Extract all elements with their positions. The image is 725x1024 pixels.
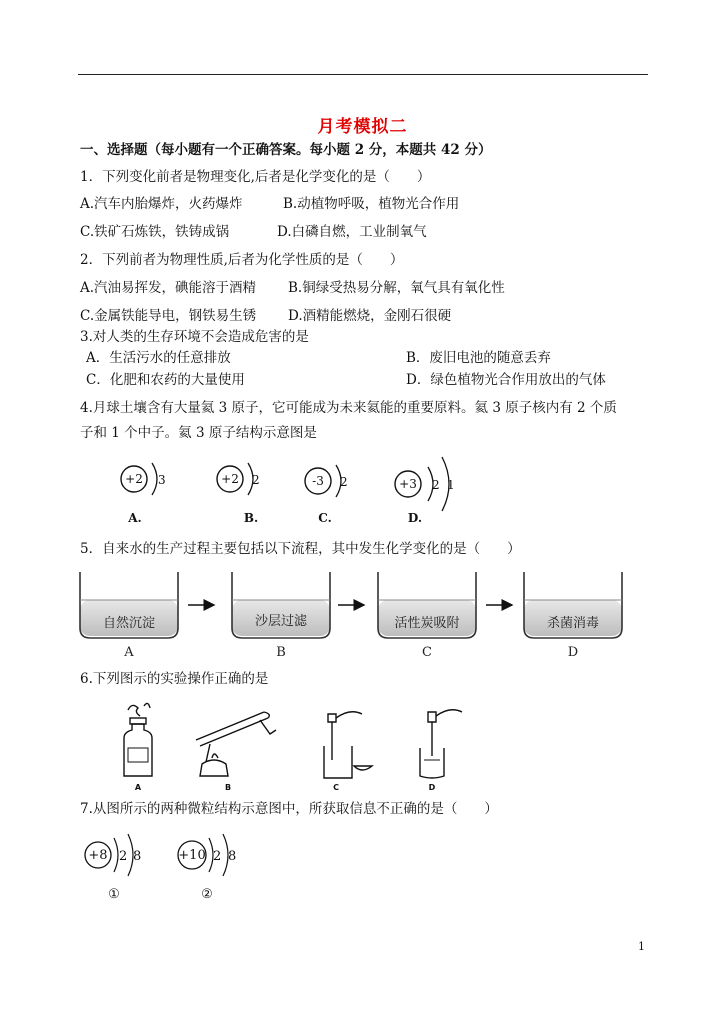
q7-diagram-2-nucleus: +10 [178, 848, 206, 863]
q1-option-d: D.白磷自燃，工业制氧气 [277, 224, 427, 240]
q6-figure-c [324, 712, 372, 778]
q5-step-d [524, 572, 622, 660]
q5-step-a-text: 自然沉淀 [102, 616, 156, 631]
q6-stem: 6.下列图示的实验操作正确的是 [80, 671, 269, 687]
q7-diagram-2-label: ② [201, 887, 213, 902]
q4-diagram-a [121, 463, 166, 525]
q4-diagram-c [305, 465, 348, 525]
q2-stem: 2．下列前者为物理性质,后者为化学性质的是（ ） [80, 252, 404, 268]
q3-stem: 3.对人类的生存环境不会造成危害的是 [80, 329, 309, 345]
q5-step-c [378, 572, 476, 660]
q6-label-a: A [134, 783, 142, 792]
q1-option-b: B.动植物呼吸，植物光合作用 [283, 196, 460, 212]
q5-step-c-label: C [422, 645, 432, 660]
q7-diagram-2-shell-1: 2 [213, 849, 222, 864]
q4-diagram-b-label: B. [243, 511, 259, 525]
q6-figure-b [196, 712, 276, 776]
q5-step-b-text: 沙层过滤 [254, 614, 308, 629]
q4-diagram-c-shell-1: 2 [340, 475, 348, 489]
q5-step-a [80, 572, 178, 660]
q1-option-c: C.铁矿石炼铁，铁铸成锅 [80, 224, 230, 240]
q5-step-d-label: D [567, 645, 579, 660]
q5-step-a-label: A [124, 645, 134, 660]
q4-diagram-b-shell-1: 2 [252, 473, 260, 487]
q4-diagram-d-label: D. [407, 511, 423, 525]
q6-label-b: B [224, 783, 232, 792]
q5-step-b-label: B [276, 645, 286, 660]
q4-diagram-d [395, 457, 455, 525]
q6-lab-illustrations [110, 700, 470, 792]
q6-label-c: C [333, 783, 339, 792]
q7-diagram-1-shell-1: 2 [119, 849, 128, 864]
q4-diagram-b-nucleus: +2 [221, 472, 239, 486]
q1-option-a: A.汽车内胎爆炸，火药爆炸 [80, 196, 243, 212]
q4-diagram-d-shell-2: 1 [447, 478, 455, 492]
q7-particle-diagrams [80, 826, 260, 902]
q4-diagram-d-nucleus: +3 [399, 477, 417, 491]
q7-diagram-1-shell-2: 8 [133, 849, 142, 864]
q3-option-d: D．绿色植物光合作用放出的气体 [406, 372, 606, 388]
q4-diagram-a-label: A. [128, 511, 142, 525]
q3-option-b: B．废旧电池的随意丢弃 [406, 350, 551, 366]
q7-diagram-1-label: ① [108, 887, 120, 902]
q5-stem: 5．自来水的生产过程主要包括以下流程，其中发生化学变化的是（ ） [80, 541, 521, 557]
q2-option-b: B.铜绿受热易分解，氧气具有氧化性 [288, 280, 505, 296]
q6-label-d: D [428, 783, 436, 792]
section-heading: 一、选择题（每小题有一个正确答案。每小题 2 分，本题共 42 分） [80, 142, 492, 158]
page-title: 月考模拟二 [317, 117, 408, 137]
q4-stem-line2: 子和 1 个中子。氦 3 原子结构示意图是 [80, 425, 317, 441]
q3-option-a: A．生活污水的任意排放 [86, 350, 231, 366]
q1-stem: 1．下列变化前者是物理变化,后者是化学变化的是（ ） [80, 169, 431, 185]
q4-diagram-a-nucleus: +2 [125, 472, 143, 486]
q2-option-d: D.酒精能燃烧，金刚石很硬 [288, 308, 452, 324]
q4-diagram-b [217, 463, 260, 525]
q5-process-flow [78, 570, 640, 662]
q2-option-c: C.金属铁能导电，钢铁易生锈 [80, 308, 257, 324]
q4-diagram-a-shell-1: 3 [158, 473, 166, 487]
q4-diagram-c-nucleus: -3 [312, 474, 324, 488]
q7-diagram-2 [178, 834, 236, 902]
q3-option-c: C．化肥和农药的大量使用 [86, 372, 245, 388]
q2-option-a: A.汽油易挥发，碘能溶于酒精 [80, 280, 257, 296]
q5-step-b [232, 572, 330, 660]
q5-step-d-text: 杀菌消毒 [546, 616, 600, 631]
q4-diagram-d-shell-1: 2 [432, 478, 440, 492]
q7-diagram-2-shell-2: 8 [228, 849, 237, 864]
q4-diagram-c-label: C. [318, 511, 332, 525]
q4-atom-diagrams [110, 455, 470, 530]
q4-stem-line1: 4.月球土壤含有大量氦 3 原子，它可能成为未来氦能的重要原料。氦 3 原子核内有 2 个质 [80, 400, 617, 416]
q7-stem: 7.从图所示的两种微粒结构示意图中，所获取信息不正确的是（ ） [80, 801, 498, 817]
header-rule [78, 74, 648, 75]
q5-step-c-text: 活性炭吸附 [394, 616, 460, 631]
q7-diagram-1-nucleus: +8 [88, 848, 108, 863]
q6-figure-d [420, 710, 462, 778]
page-number: 1 [638, 940, 645, 953]
q7-diagram-1 [85, 834, 141, 902]
q6-figure-a [124, 703, 152, 776]
